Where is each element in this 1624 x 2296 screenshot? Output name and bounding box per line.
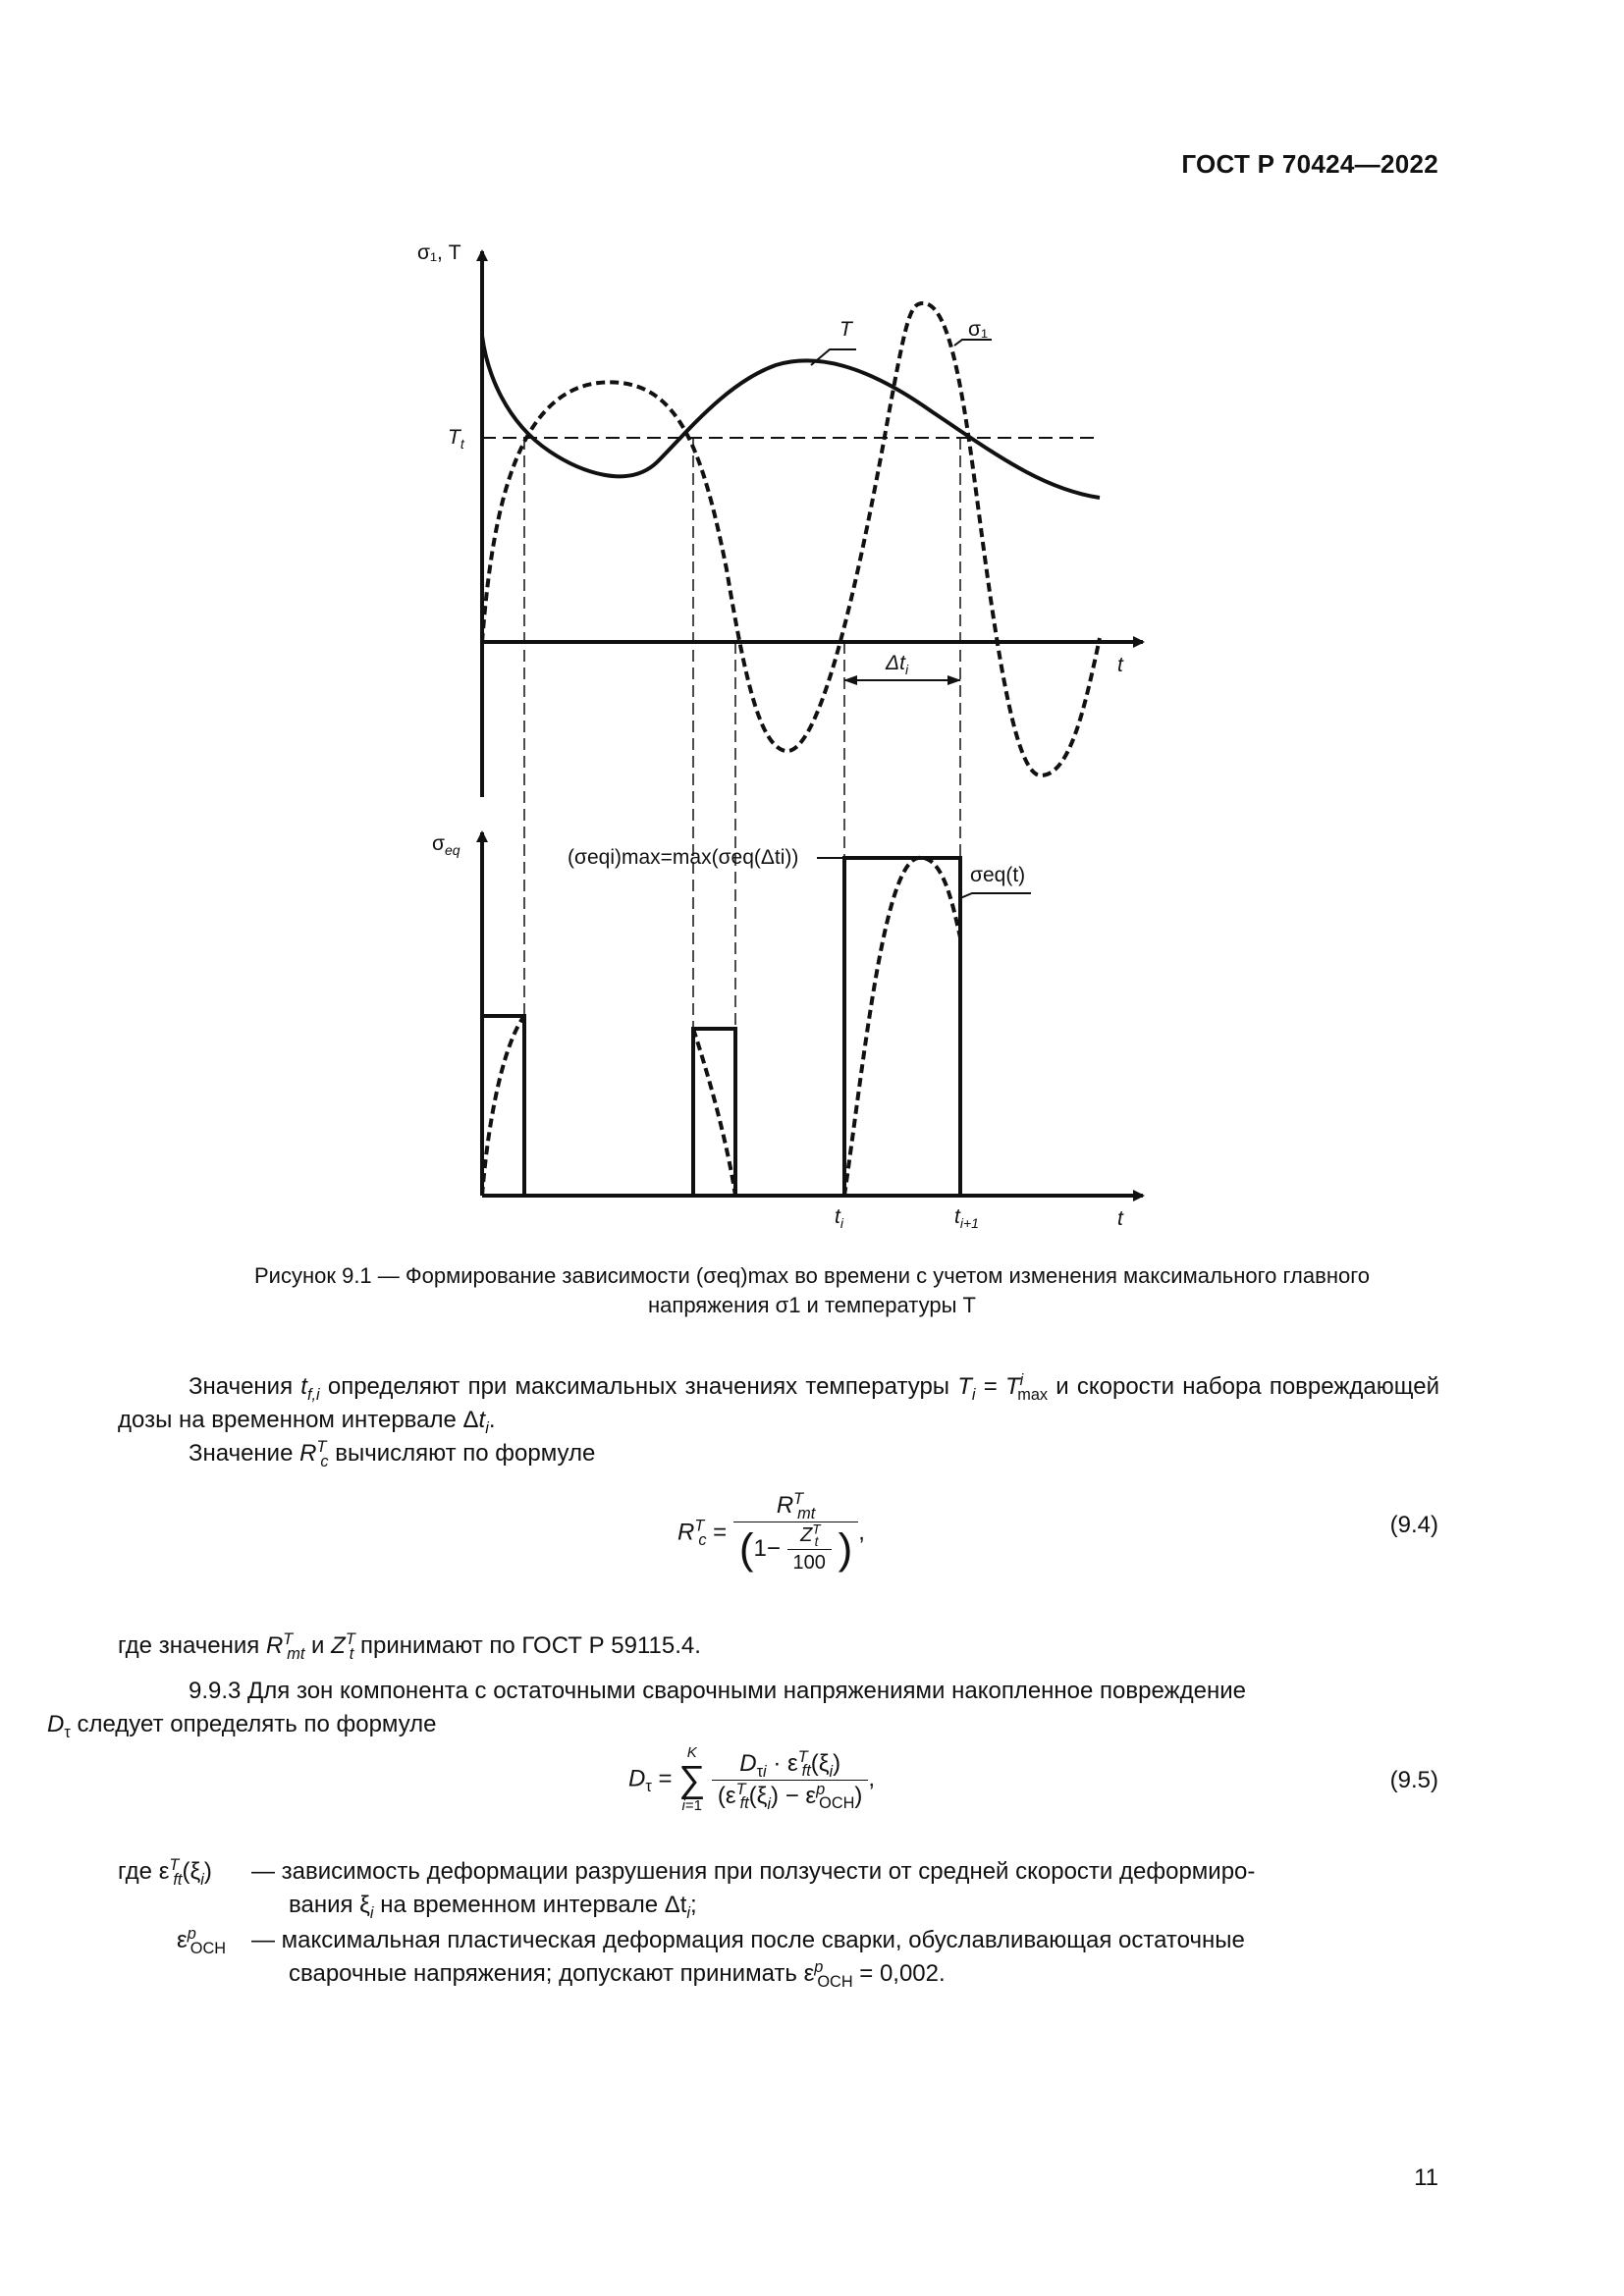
sigma-eq-block-1 bbox=[482, 1016, 524, 1196]
paragraph-9-9-3: 9.9.3 Для зон компонента с остаточными сварочными напряжениями накопленное повреждение $D_\tau$ следует определять по формуле bbox=[47, 1678, 1246, 1741]
sigma-max-annotation: (σeqi)max=max(σeq(Δti)) bbox=[568, 846, 799, 869]
bottom-y-axis-label: $\sigma_{eq}$ bbox=[432, 832, 460, 858]
delta-t-label: $\Delta t_i$ bbox=[886, 652, 909, 677]
sigma-eq-curve-2 bbox=[693, 1029, 735, 1196]
top-y-axis-label: σ₁, T bbox=[417, 241, 461, 264]
tick-label-ti: $t_i$ bbox=[835, 1205, 843, 1231]
equation-number-9-5: (9.5) bbox=[1389, 1767, 1438, 1793]
paragraph-rct: Значение $R^T_c$ вычисляют по формуле bbox=[189, 1438, 596, 1470]
sigma-eq-curve-1 bbox=[482, 1016, 524, 1196]
definition-text-1: — зависимость деформации разрушения при ползучести от средней скорости деформиро- вания $\xi_i$ на временном интервале $\Delta t_i$; bbox=[251, 1858, 1256, 1922]
paragraph-where-values: где значения $R^T_{mt}$ и $Z^T_t$ принимают по ГОСТ Р 59115.4. bbox=[118, 1630, 701, 1663]
figure-caption bbox=[128, 1261, 1496, 1320]
bottom-x-axis-label: t bbox=[1117, 1207, 1123, 1230]
sigma-eq-t-label: σeq(t) bbox=[970, 864, 1026, 886]
sigma-eq-block-2 bbox=[693, 1029, 735, 1196]
curve-sigma1-label: σ₁ bbox=[968, 318, 989, 341]
paragraph-tfi: Значения $t_{f,i}$ определяют при максимальных значениях температуры $T_i = T^i_{max}$ и скорости набора повреждающей дозы на временном интервале $\Delta t_i$. bbox=[118, 1371, 1439, 1437]
Tt-label: $T_t$ bbox=[448, 426, 464, 452]
definition-term-1: где $\varepsilon^T_{ft}(\xi_i)$ bbox=[118, 1856, 212, 1889]
top-x-axis-label: t bbox=[1117, 654, 1123, 676]
curve-T-label: T bbox=[839, 318, 852, 341]
equation-9-4: $R^T_c$ = $R^T_{mt}$ (1− $\frac{Z^T_t}{100}$ ) , bbox=[677, 1490, 865, 1574]
equation-9-5: $D_\tau = K$ ∑ i=1 $\frac{D_{\tau i} \cdot \varepsilon^T_{ft}(\xi_i)}{(\varepsilon^T_{ft}(\xi_i) - \varepsilon^p_{ОСН})}$ , bbox=[628, 1744, 876, 1814]
sigma-eq-curve-3 bbox=[844, 858, 960, 1196]
document-header: ГОСТ Р 70424—2022 bbox=[1181, 149, 1438, 179]
definition-term-2: $\varepsilon^p_{ОСН}$ bbox=[177, 1925, 227, 1957]
temperature-curve bbox=[482, 336, 1100, 498]
caption-line-1: Рисунок 9.1 — Формирование зависимости (σeq)max во времени с учетом изменения максимального главного bbox=[254, 1263, 1370, 1288]
equation-number-9-4: (9.4) bbox=[1389, 1512, 1438, 1538]
definition-text-2: — максимальная пластическая деформация после сварки, обуславливающая остаточные сварочные напряжения; допускают принимать $\varepsilon^p_{ОСН} = 0,002$. bbox=[251, 1927, 1245, 1991]
tick-label-ti1: $t_{i+1}$ bbox=[954, 1205, 979, 1231]
sigma1-curve bbox=[482, 303, 1100, 775]
sigma-eq-t-leader bbox=[960, 893, 1031, 898]
page-number: 11 bbox=[1414, 2164, 1438, 2191]
caption-line-2: напряжения σ1 и температуры T bbox=[648, 1293, 976, 1317]
sigma-eq-block-3 bbox=[844, 858, 960, 1196]
